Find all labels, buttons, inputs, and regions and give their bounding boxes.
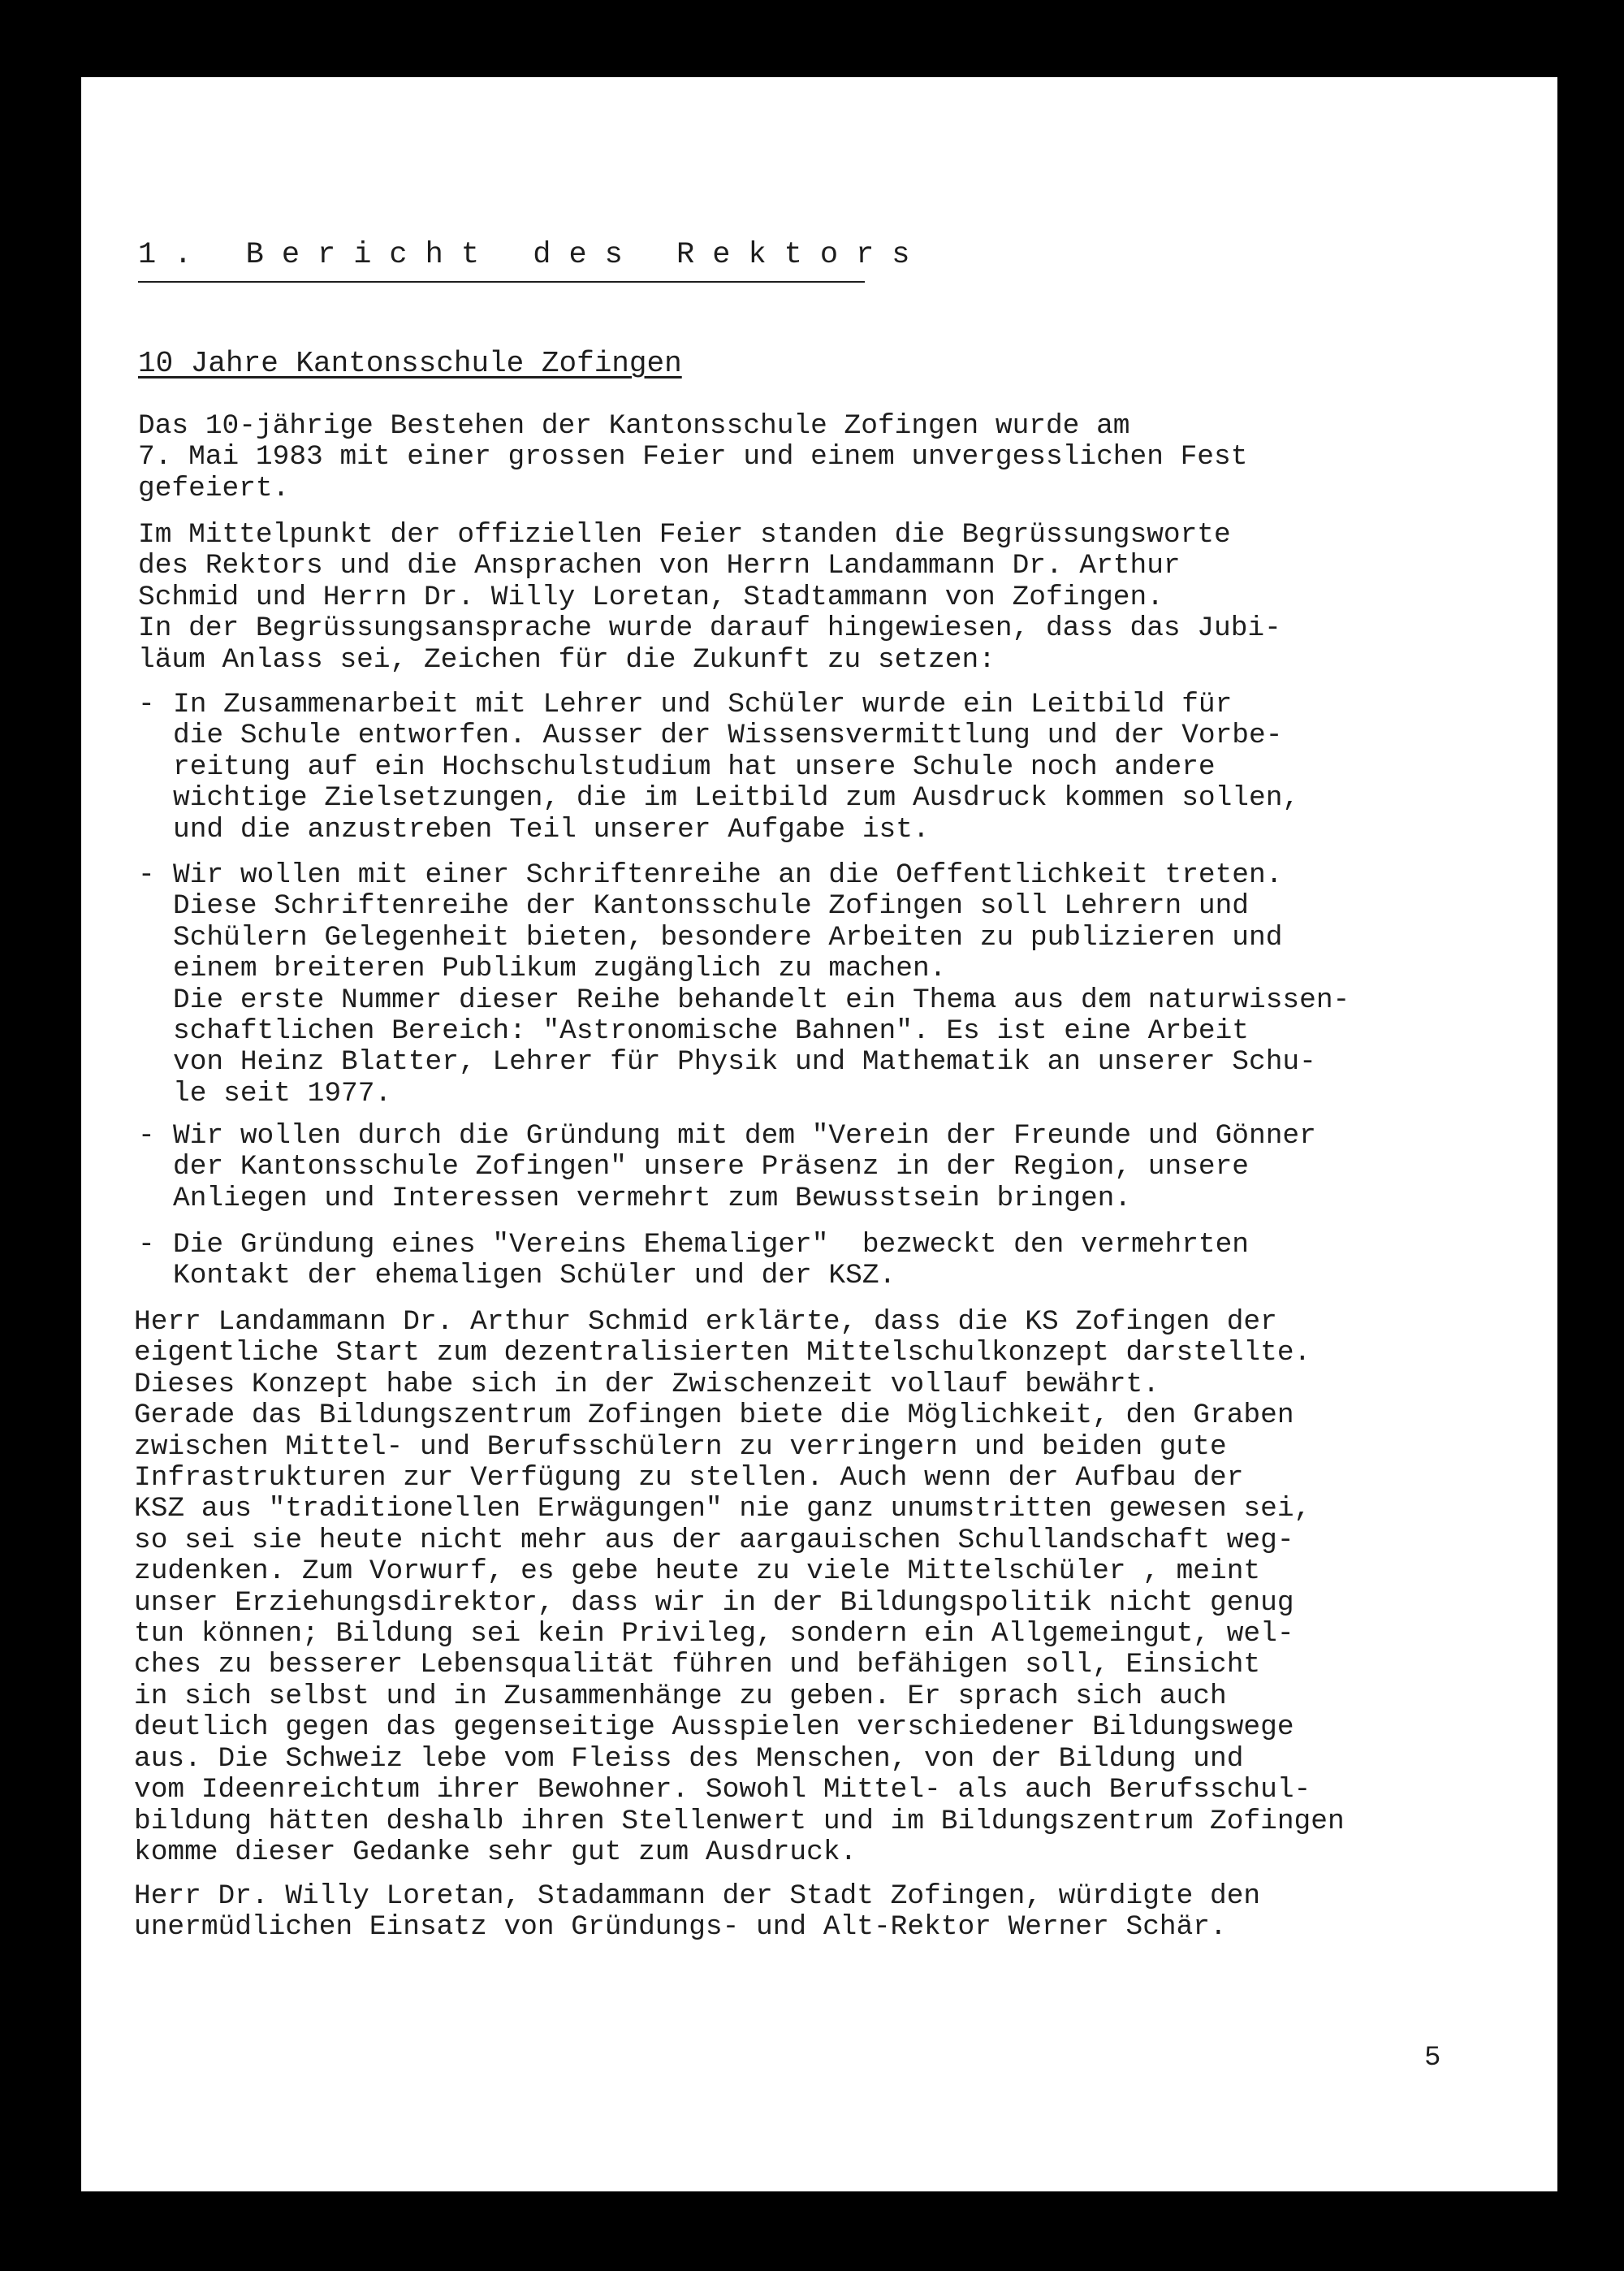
bullet-text: Wir wollen mit einer Schriftenreihe an die Oeffentlichkeit treten. Diese Schriftenreihe der Kantonsschule Zofingen soll Lehrern und Schülern Gelegenheit bieten, besondere Arbeiten zu publizieren und einem breiteren Publikum zugänglich zu machen. Die erste Nummer dieser Reihe behandelt ein Thema aus dem naturwissen- schaftlichen Bereich: "Astronomische Bahnen". Es ist eine Arbeit von Heinz Blatter, Lehrer für Physik und Mathematik an unserer Schu- le seit 1977.: [173, 859, 1350, 1110]
bullet-dash: -: [138, 1229, 155, 1261]
bullet-item-schriftenreihe: [138, 859, 1350, 1110]
schmid-speech-paragraph: Herr Landammann Dr. Arthur Schmid erklärte, dass die KS Zofingen der eigentliche Start zum dezentralisierten Mittelschulkonzept darstellte. Dieses Konzept habe sich in der Zwischenzeit vollauf bewährt. Gerade das Bildungszentrum Zofingen biete die Möglichkeit, den Graben zwischen Mittel- und Berufsschülern zu verringern und beiden gute Infrastrukturen zur Verfügung zu stellen. Auch wenn der Aufbau der KSZ aus "traditionellen Erwägungen" nie ganz unumstritten gewesen sei, so sei sie heute nicht mehr aus der aargauischen Schullandschaft weg- zudenken. Zum Vorwurf, es gebe heute zu viele Mittelschüler , meint unser Erziehungsdirektor, dass wir in der Bildungspolitik nicht genug tun können; Bildung sei kein Privileg, sondern ein Allgemeingut, wel- ches zu besserer Lebensqualität führen und befähigen soll, Einsicht in sich selbst und in Zusammenhänge zu geben. Er sprach sich auch deutlich gegen das gegenseitige Ausspielen verschiedener Bildungswege aus. Die Schweiz lebe vom Fleiss des Menschen, von der Bildung und vom Ideenreichtum ihrer Bewohner. Sowohl Mittel- als auch Berufsschul- bildung hätten deshalb ihren Stellenwert und im Bildungszentrum Zofingen komme dieser Gedanke sehr gut zum Ausdruck.: [134, 1306, 1345, 1868]
bullet-dash: -: [138, 689, 155, 720]
bullet-item-verein-freunde: [138, 1120, 1316, 1214]
bullet-item-leitbild: [138, 689, 1300, 846]
intro-paragraph: Das 10-jährige Bestehen der Kantonsschule Zofingen wurde am 7. Mai 1983 mit einer grossen Feier und einem unvergesslichen Fest gefeiert.: [138, 410, 1248, 504]
page-number: 5: [1424, 2043, 1441, 2074]
heading-underline: [138, 281, 865, 283]
loretan-paragraph: Herr Dr. Willy Loretan, Stadammann der Stadt Zofingen, würdigte den unermüdlichen Einsatz von Gründungs- und Alt-Rektor Werner Schär.: [134, 1880, 1261, 1944]
page-heading: 1. Bericht des Rektors: [138, 238, 928, 272]
section-title: 10 Jahre Kantonsschule Zofingen: [138, 347, 682, 380]
bullet-text: Wir wollen durch die Gründung mit dem "Verein der Freunde und Gönner der Kantonsschule Zofingen" unsere Präsenz in der Region, unsere Anliegen und Interessen vermehrt zum Bewusstsein bringen.: [173, 1120, 1316, 1214]
bullet-dash: -: [138, 1120, 155, 1152]
bullet-text: In Zusammenarbeit mit Lehrer und Schüler wurde ein Leitbild für die Schule entworfen. Ausser der Wissensvermittlung und der Vorbe- reitung auf ein Hochschulstudium hat unsere Schule noch andere wichtige Zielsetzungen, die im Leitbild zum Ausdruck kommen sollen, und die anzustreben Teil unserer Aufgabe ist.: [173, 689, 1300, 846]
bullet-text: Die Gründung eines "Vereins Ehemaliger" bezweckt den vermehrten Kontakt der ehemaligen Schüler und der KSZ.: [173, 1229, 1250, 1292]
ceremony-paragraph: Im Mittelpunkt der offiziellen Feier standen die Begrüssungsworte des Rektors und die Ansprachen von Herrn Landammann Dr. Arthur Schmid und Herrn Dr. Willy Loretan, Stadtammann von Zofingen. In der Begrüssungsansprache wurde darauf hingewiesen, dass das Jubi- läum Anlass sei, Zeichen für die Zukunft zu setzen:: [138, 519, 1281, 676]
bullet-dash: -: [138, 859, 155, 891]
